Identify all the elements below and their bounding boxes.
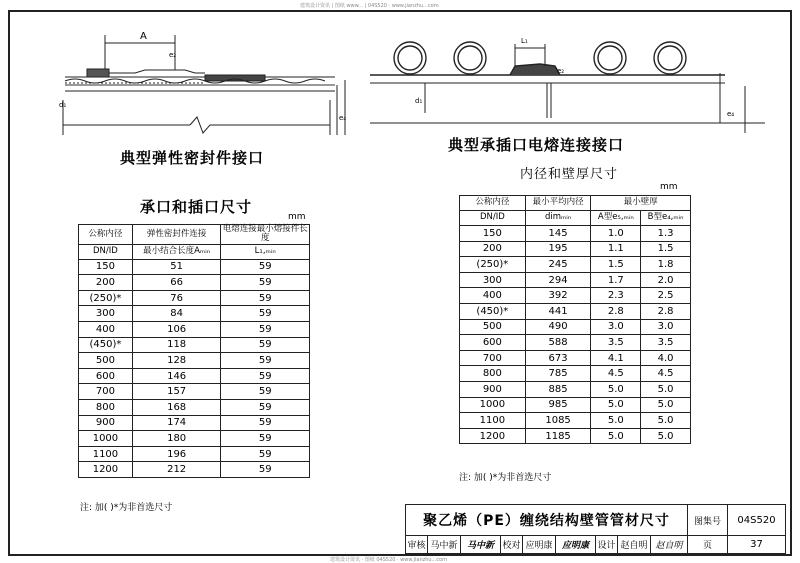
- design-label: 设计: [596, 535, 618, 553]
- table-cell: 500: [79, 353, 133, 369]
- table-cell: 600: [460, 335, 526, 351]
- table-row: [79, 400, 310, 416]
- table-cell: 2.8: [591, 303, 641, 319]
- page-number: 37: [750, 538, 763, 550]
- atlas-number: 04S520: [737, 514, 776, 526]
- table-cell: 1.3: [641, 226, 691, 242]
- table-cell: 1100: [79, 446, 133, 462]
- table-cell: 2.8: [641, 303, 691, 319]
- table-cell: 300: [460, 272, 526, 288]
- table-cell: 300: [79, 306, 133, 322]
- table-cell: 2.0: [641, 272, 691, 288]
- table-cell: 785: [525, 366, 591, 382]
- table-cell: 800: [79, 400, 133, 416]
- drawing-title: 聚乙烯（PE）缠绕结构壁管管材尺寸: [406, 505, 688, 535]
- table-cell: 1.7: [591, 272, 641, 288]
- table-cell: 441: [525, 303, 591, 319]
- table-cell: 59: [221, 306, 310, 322]
- table-cell: 1.5: [591, 257, 641, 273]
- table-cell: 5.0: [641, 381, 691, 397]
- left-unit: mm: [288, 212, 306, 222]
- table-cell: (450)*: [460, 303, 526, 319]
- table-cell: 59: [221, 368, 310, 384]
- bottom-watermark: 建筑设计资讯 · 图纸 04S520 · www.jianzhu...com: [330, 557, 448, 563]
- table-cell: 150: [79, 259, 133, 275]
- table-cell: 4.5: [641, 366, 691, 382]
- table-row: [460, 303, 691, 319]
- table-cell: 168: [132, 400, 221, 416]
- table-cell: 146: [132, 368, 221, 384]
- table-cell: 196: [132, 446, 221, 462]
- table-cell: 3.5: [591, 335, 641, 351]
- table-cell: 985: [525, 397, 591, 413]
- header-fusion-sub: L₁,ₘᵢₙ: [221, 244, 310, 259]
- table-cell: 4.0: [641, 350, 691, 366]
- table-cell: 5.0: [641, 397, 691, 413]
- table-cell: 84: [132, 306, 221, 322]
- table-cell: 1200: [79, 462, 133, 478]
- table-row: [460, 381, 691, 397]
- table-cell: 1.8: [641, 257, 691, 273]
- table-cell: 673: [525, 350, 591, 366]
- table-row: [79, 259, 310, 275]
- table-row: [79, 275, 310, 291]
- left-table-title: 承口和插口尺寸: [140, 198, 253, 216]
- table-cell: 212: [132, 462, 221, 478]
- dim-d1-label: d₁: [59, 101, 67, 109]
- header-dn: 公称内径: [460, 196, 526, 211]
- header-dn-sub: DN/ID: [79, 244, 133, 259]
- table-cell: 600: [79, 368, 133, 384]
- table-row: [460, 241, 691, 257]
- table-cell: 245: [525, 257, 591, 273]
- table-cell: 1.0: [591, 226, 641, 242]
- left-diagram-caption: 典型弹性密封件接口: [120, 149, 265, 167]
- top-watermark: 建筑设计资讯 | 图纸 www... | 04S520 · www.jianzhu...com: [300, 3, 439, 9]
- table-cell: 3.0: [591, 319, 641, 335]
- table-cell: 128: [132, 353, 221, 369]
- table-row: [460, 272, 691, 288]
- table-cell: 5.0: [591, 397, 641, 413]
- checker-name: 应明康: [523, 535, 556, 553]
- elastic-seal-joint-diagram: [55, 25, 355, 140]
- table-cell: 1185: [525, 428, 591, 444]
- table-cell: 400: [460, 288, 526, 304]
- table-row: [79, 353, 310, 369]
- header-elastic-sub: 最小结合长度Aₘᵢₙ: [132, 244, 221, 259]
- table-cell: 800: [460, 366, 526, 382]
- table-row: [79, 462, 310, 478]
- table-cell: 106: [132, 322, 221, 338]
- table-cell: 195: [525, 241, 591, 257]
- checker-signature: 应明康: [556, 535, 596, 553]
- table-cell: 59: [221, 400, 310, 416]
- diameter-wall-table: [459, 195, 691, 444]
- table-row: [79, 415, 310, 431]
- table-cell: 59: [221, 322, 310, 338]
- table-cell: 145: [525, 226, 591, 242]
- table-cell: 392: [525, 288, 591, 304]
- table-row: [460, 257, 691, 273]
- check-label: 校对: [501, 535, 523, 553]
- table-cell: (250)*: [79, 290, 133, 306]
- header-min-dia: 最小平均内径: [525, 196, 591, 211]
- table-row: [460, 397, 691, 413]
- table-cell: 1100: [460, 413, 526, 429]
- table-cell: 1200: [460, 428, 526, 444]
- table-cell: 59: [221, 259, 310, 275]
- table-cell: 118: [132, 337, 221, 353]
- header-min-wall: 最小壁厚: [591, 196, 691, 211]
- table-cell: 588: [525, 335, 591, 351]
- title-block: [405, 504, 786, 554]
- table-row: [460, 428, 691, 444]
- table-cell: 5.0: [591, 413, 641, 429]
- table-cell: 900: [460, 381, 526, 397]
- table-cell: (250)*: [460, 257, 526, 273]
- table-cell: 174: [132, 415, 221, 431]
- table-cell: 5.0: [641, 428, 691, 444]
- table-cell: 5.0: [591, 428, 641, 444]
- right-note: 注: 加( )*为非首选尺寸: [459, 473, 552, 483]
- table-cell: 51: [132, 259, 221, 275]
- left-note: 注: 加( )*为非首选尺寸: [80, 503, 173, 513]
- table-cell: 5.0: [641, 413, 691, 429]
- table-row: [79, 384, 310, 400]
- table-cell: 500: [460, 319, 526, 335]
- table-cell: 76: [132, 290, 221, 306]
- table-cell: 59: [221, 384, 310, 400]
- table-cell: 900: [79, 415, 133, 431]
- table-cell: 1000: [460, 397, 526, 413]
- electrofusion-joint-diagram: [365, 28, 785, 138]
- reviewer-signature: 马中新: [461, 535, 501, 553]
- table-cell: 3.0: [641, 319, 691, 335]
- table-cell: (450)*: [79, 337, 133, 353]
- table-cell: 1.5: [641, 241, 691, 257]
- right-unit: mm: [660, 182, 678, 192]
- table-row: [460, 366, 691, 382]
- table-cell: 200: [79, 275, 133, 291]
- table-row: [79, 322, 310, 338]
- table-cell: 150: [460, 226, 526, 242]
- header-type-a: A型e₅,ₘᵢₙ: [591, 211, 641, 226]
- dim-e4-label: e₄: [339, 114, 347, 122]
- table-cell: 400: [79, 322, 133, 338]
- header-type-b: B型e₄,ₘᵢₙ: [641, 211, 691, 226]
- table-cell: 700: [460, 350, 526, 366]
- table-cell: 2.3: [591, 288, 641, 304]
- table-row: [79, 431, 310, 447]
- header-dn: 公称内径: [79, 225, 133, 245]
- table-row: [460, 226, 691, 242]
- header-fusion: 电熔连接最小熔接件长度: [222, 224, 308, 244]
- table-cell: 4.1: [591, 350, 641, 366]
- header-dn-sub: DN/ID: [460, 211, 526, 226]
- designer-name: 赵自明: [618, 535, 651, 553]
- table-cell: 59: [221, 290, 310, 306]
- table-cell: 1000: [79, 431, 133, 447]
- table-cell: 59: [221, 275, 310, 291]
- table-cell: 180: [132, 431, 221, 447]
- review-label: 审核: [406, 535, 428, 553]
- reviewer-name: 马中新: [428, 535, 461, 553]
- table-cell: 490: [525, 319, 591, 335]
- table-cell: 66: [132, 275, 221, 291]
- table-cell: 59: [221, 462, 310, 478]
- header-elastic: 弹性密封件连接: [132, 225, 221, 245]
- dim-l1-label: L₁: [521, 37, 528, 45]
- table-cell: 5.0: [591, 381, 641, 397]
- table-cell: 59: [221, 353, 310, 369]
- table-cell: 294: [525, 272, 591, 288]
- table-cell: 4.5: [591, 366, 641, 382]
- table-row: [79, 306, 310, 322]
- table-cell: 1085: [525, 413, 591, 429]
- socket-spigot-table: [78, 224, 310, 478]
- table-cell: 1.1: [591, 241, 641, 257]
- dim-e4-label-right: e₄: [727, 110, 735, 118]
- dim-d1-label-right: d₁: [415, 97, 423, 105]
- table-cell: 59: [221, 337, 310, 353]
- designer-signature: 赵自明: [651, 535, 688, 553]
- right-table-title: 内径和壁厚尺寸: [520, 167, 619, 182]
- table-cell: 885: [525, 381, 591, 397]
- table-cell: 2.5: [641, 288, 691, 304]
- page-label: 页: [688, 535, 728, 553]
- table-cell: 59: [221, 415, 310, 431]
- dim-a-label: A: [140, 31, 147, 42]
- table-row: [460, 413, 691, 429]
- table-cell: 200: [460, 241, 526, 257]
- table-row: [460, 350, 691, 366]
- table-row: [460, 288, 691, 304]
- table-row: [460, 335, 691, 351]
- atlas-label: 图集号: [688, 505, 728, 535]
- dim-e2-label-right: e₂: [557, 67, 565, 75]
- right-diagram-caption: 典型承插口电熔连接接口: [448, 136, 625, 154]
- table-row: [79, 290, 310, 306]
- table-cell: 157: [132, 384, 221, 400]
- table-cell: 3.5: [641, 335, 691, 351]
- table-cell: 700: [79, 384, 133, 400]
- header-min-dia-sub: dimₘᵢₙ: [525, 211, 591, 226]
- table-row: [79, 368, 310, 384]
- table-row: [79, 337, 310, 353]
- table-cell: 59: [221, 431, 310, 447]
- table-row: [460, 319, 691, 335]
- table-row: [79, 446, 310, 462]
- table-cell: 59: [221, 446, 310, 462]
- dim-e2-label: e₂: [169, 51, 177, 59]
